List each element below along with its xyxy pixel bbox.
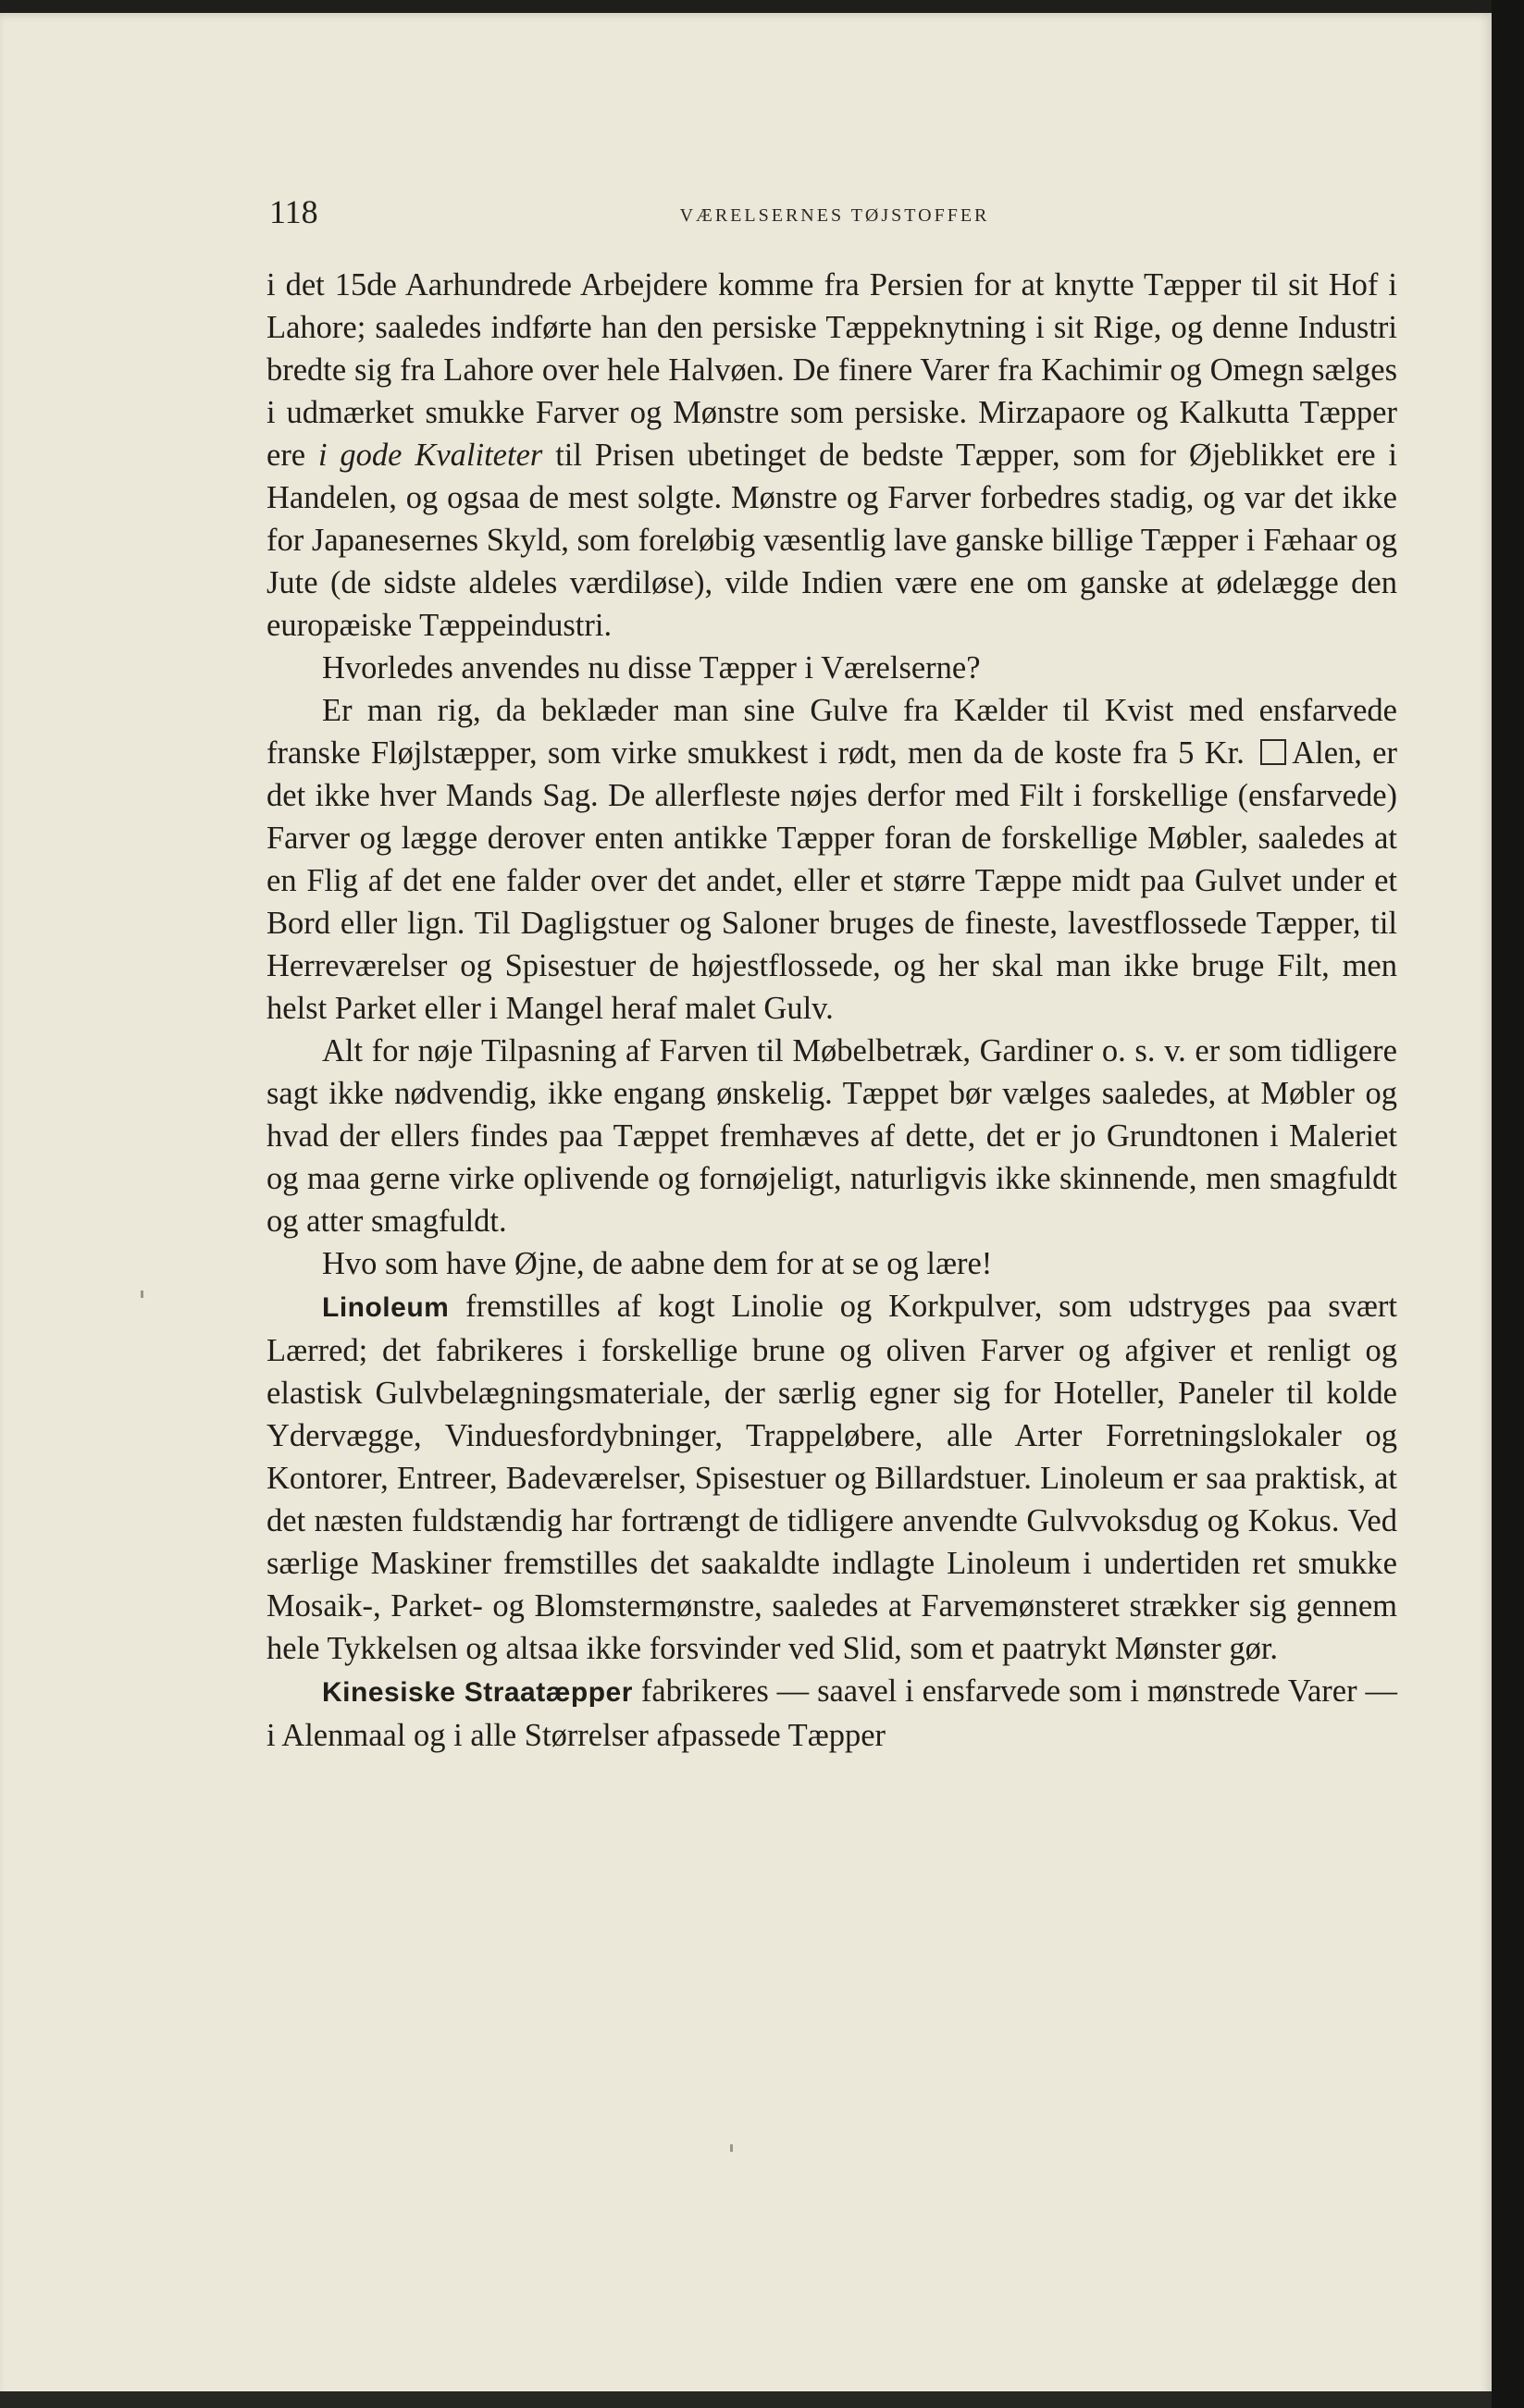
- section-lead-straataepper: Kinesiske Straatæpper: [322, 1677, 633, 1708]
- paragraph-straatæpper: Kinesiske Straatæpper fabrikeres — saavel i ensfarvede som i mønstrede Varer — i Alenmaal og i alle Størrelser afpassede Tæpper: [266, 1673, 1397, 1753]
- paragraph-linoleum: Linoleum fremstilles af kogt Linolie og Korkpulver, som udstryges paa svært Lærred; det fabrikeres i forskellige brune og oliven Farver og afgiver et renligt og elastisk Gulvbelægningsmateriale, der særlig egner sig for Hoteller, Paneler til kolde Ydervægge, Vinduesfordybninger, Trappeløbere, alle Arter Forretningslokaler og Kontorer, Entreer, Badeværelser, Spisestuer og Billardstuer. Linoleum er saa praktisk, at det næsten fuldstændig har fortrængt de tidligere anvendte Gulvvoksdug og Kokus. Ved særlige Maskiner fremstilles det saakaldte indlagte Linoleum i undertiden ret smukke Mosaik-, Parket- og Blomstermønstre, saaledes at Farvemønsteret strækker sig gennem hele Tykkelsen og altsaa ikke forsvinder ved Slid, som et paatrykt Mønster gør.: [266, 1289, 1397, 1666]
- square-alen-icon: [1260, 739, 1286, 765]
- body-text: [266, 264, 1397, 1757]
- page-header: [265, 192, 1405, 239]
- paragraph-5: Hvo som have Øjne, de aabne dem for at se og lære!: [322, 1246, 993, 1281]
- running-title: VÆRELSERNES TØJSTOFFER: [679, 205, 990, 226]
- italic-phrase: i gode Kvaliteter: [317, 438, 543, 473]
- scan-top-border: [0, 0, 1524, 13]
- paper-speck: [141, 1290, 143, 1298]
- paragraph-2: Hvorledes anvendes nu disse Tæpper i Værelserne?: [322, 650, 981, 685]
- section-lead-linoleum: Linoleum: [322, 1292, 450, 1323]
- paragraph-1: i det 15de Aarhundrede Arbejdere komme fra Persien for at knytte Tæpper til sit Hof i Lahore; saaledes indførte han den persiske Tæppeknytning i sit Rige, og denne Industri bredte sig fra Lahore over hele Halvøen. De finere Varer fra Kachimir og Omegn sælges i udmærket smukke Farver og Mønstre som persiske. Mirzapaore og Kalkutta Tæpper ere i gode Kvaliteter til Prisen ubetinget de bedste Tæpper, som for Øjeblikket ere i Handelen, og ogsaa de mest solgte. Mønstre og Farver forbedres stadig, og var det ikke for Japanesernes Skyld, som foreløbig væsentlig lave ganske billige Tæpper i Fæhaar og Jute (de sidste aldeles værdiløse), vilde Indien være ene om ganske at ødelægge den europæiske Tæppeindustri.: [266, 267, 1397, 643]
- paragraph-3: Er man rig, da beklæder man sine Gulve fra Kælder til Kvist med ensfarvede franske Fløjlstæpper, som virke smukkest i rødt, men da de koste fra 5 Kr. Alen, er det ikke hver Mands Sag. De allerfleste nøjes derfor med Filt i forskellige (ensfarvede) Farver og lægge derover enten antikke Tæpper foran de forskellige Møbler, saaledes at en Flig af det ene falder over det andet, eller et større Tæppe midt paa Gulvet under et Bord eller lign. Til Dagligstuer og Saloner bruges de fineste, lavestflossede Tæpper, til Herreværelser og Spisestuer de højestflossede, og her skal man ikke bruge Filt, men helst Parket eller i Mangel heraf malet Gulv.: [266, 693, 1397, 1026]
- paper-speck: [730, 2144, 733, 2152]
- paragraph-4: Alt for nøje Tilpasning af Farven til Møbelbetræk, Gardiner o. s. v. er som tidligere sagt ikke nødvendig, ikke engang ønskelig. Tæppet bør vælges saaledes, at Møbler og hvad der ellers findes paa Tæppet fremhæves af dette, det er jo Grundtonen i Maleriet og maa gerne virke oplivende og fornøjeligt, naturligvis ikke skinnende, men smagfuldt og atter smagfuldt.: [266, 1033, 1397, 1239]
- scan-bottom-border: [0, 2391, 1492, 2408]
- page-number: 118: [269, 193, 318, 230]
- scan-right-border: [1492, 0, 1524, 2408]
